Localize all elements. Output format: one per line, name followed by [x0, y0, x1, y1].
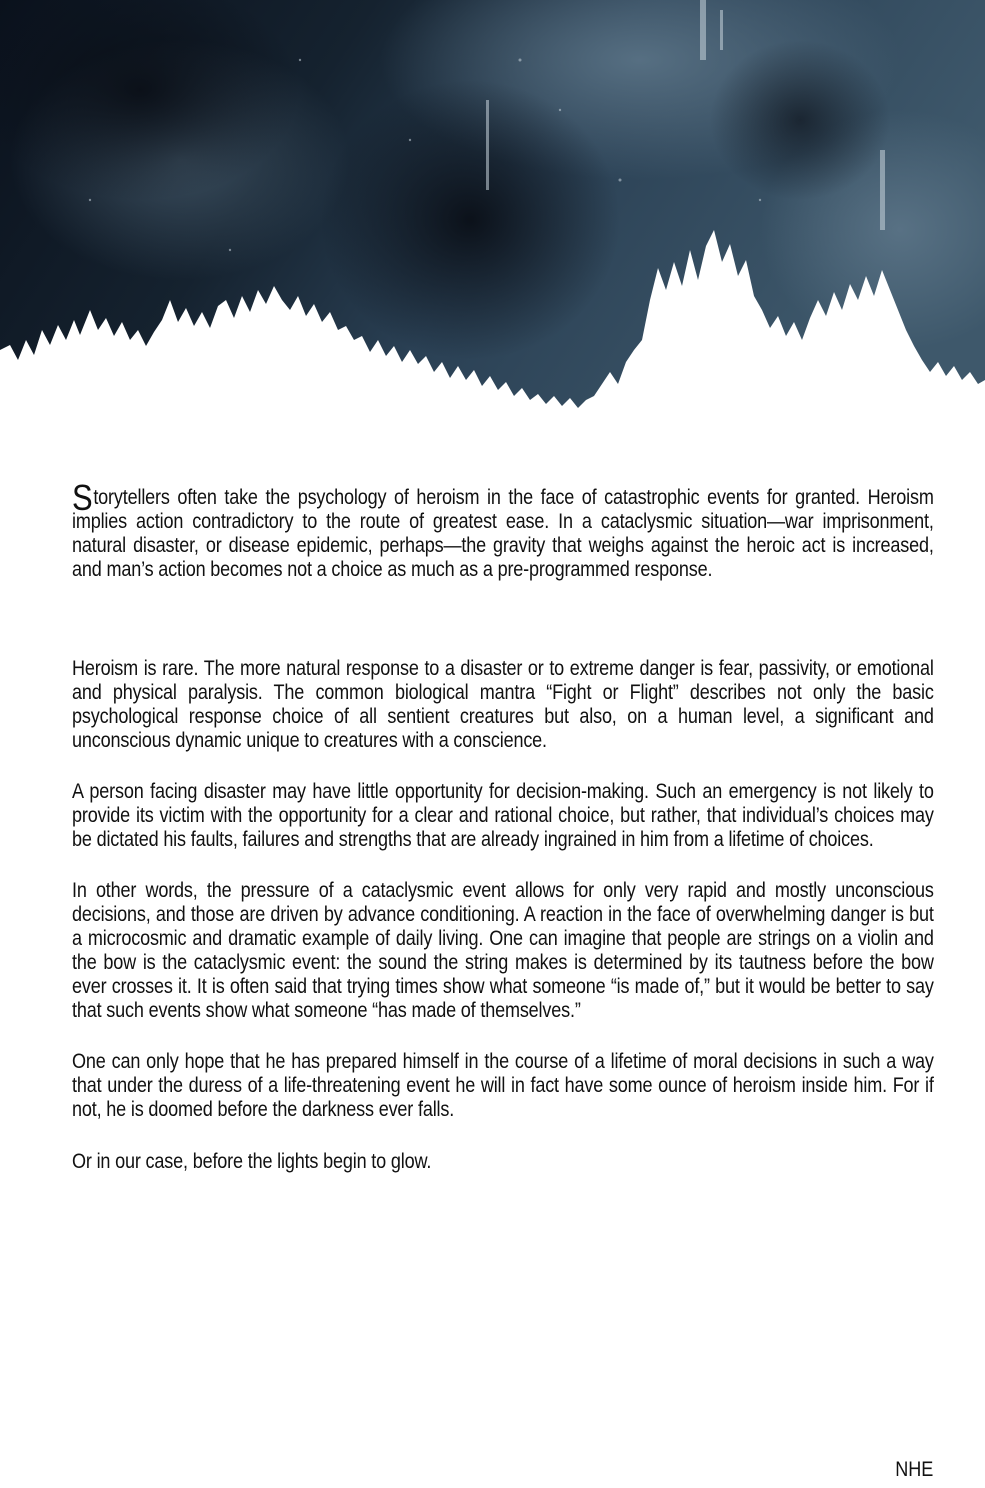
essay-paragraph-5: One can only hope that he has prepared himself in the course of a lifetime of moral decisions in such a way that under the duress of a life-threatening event he will in fact have some ounce of heroism inside him. For if not, he is doomed before the darkness ever falls. — [72, 1050, 934, 1121]
drop-cap-letter: S — [72, 477, 93, 518]
night-forest-banner — [0, 0, 985, 445]
essay-paragraph-2: Heroism is rare. The more natural response to a disaster or to extreme danger is fear, passivity, or emotional and physical paralysis. The common biological mantra “Fight or Flight” describes not only the basic psychological response choice of all sentient creatures but also, on a human level, a significant and unconscious dynamic unique to creatures with a conscience. — [72, 657, 934, 752]
essay-body — [72, 477, 934, 1174]
essay-paragraph-4: In other words, the pressure of a cataclysmic event allows for only very rapid and mostly unconscious decisions, and those are driven by advance conditioning. A reaction in the face of overwhelming danger is but a microcosmic and dramatic example of daily living. One can imagine that people are strings on a violin and the bow is the cataclysmic event: the sound the string makes is determined by its tautness before the bow ever crosses it. It is often said that trying times show what someone “is made of,” but it would be better to say that such events show what someone “has made of themselves.” — [72, 879, 934, 1022]
author-signature: NHE — [894, 1458, 933, 1481]
essay-paragraph-1 — [72, 477, 934, 582]
essay-paragraph-6: Or in our case, before the lights begin to glow. — [72, 1150, 432, 1173]
essay-paragraph-3: A person facing disaster may have little opportunity for decision-making. Such an emergency is not likely to provide its victim with the opportunity for a clear and rational choice, but rather, that individual’s choices may be dictated his faults, failures and strengths that are already ingrained in him from a lifetime of choices. — [72, 780, 934, 851]
paragraph-1-text: torytellers often take the psychology of heroism in the face of catastrophic events for granted. Heroism implies action contradictory to the route of greatest ease. In a cataclysmic situation—war imprisonment, natural disaster, or disease epidemic, perhaps—the gravity that weighs against the heroic act is increased, and man’s action becomes not a choice as much as a pre-programmed response. — [72, 486, 934, 581]
